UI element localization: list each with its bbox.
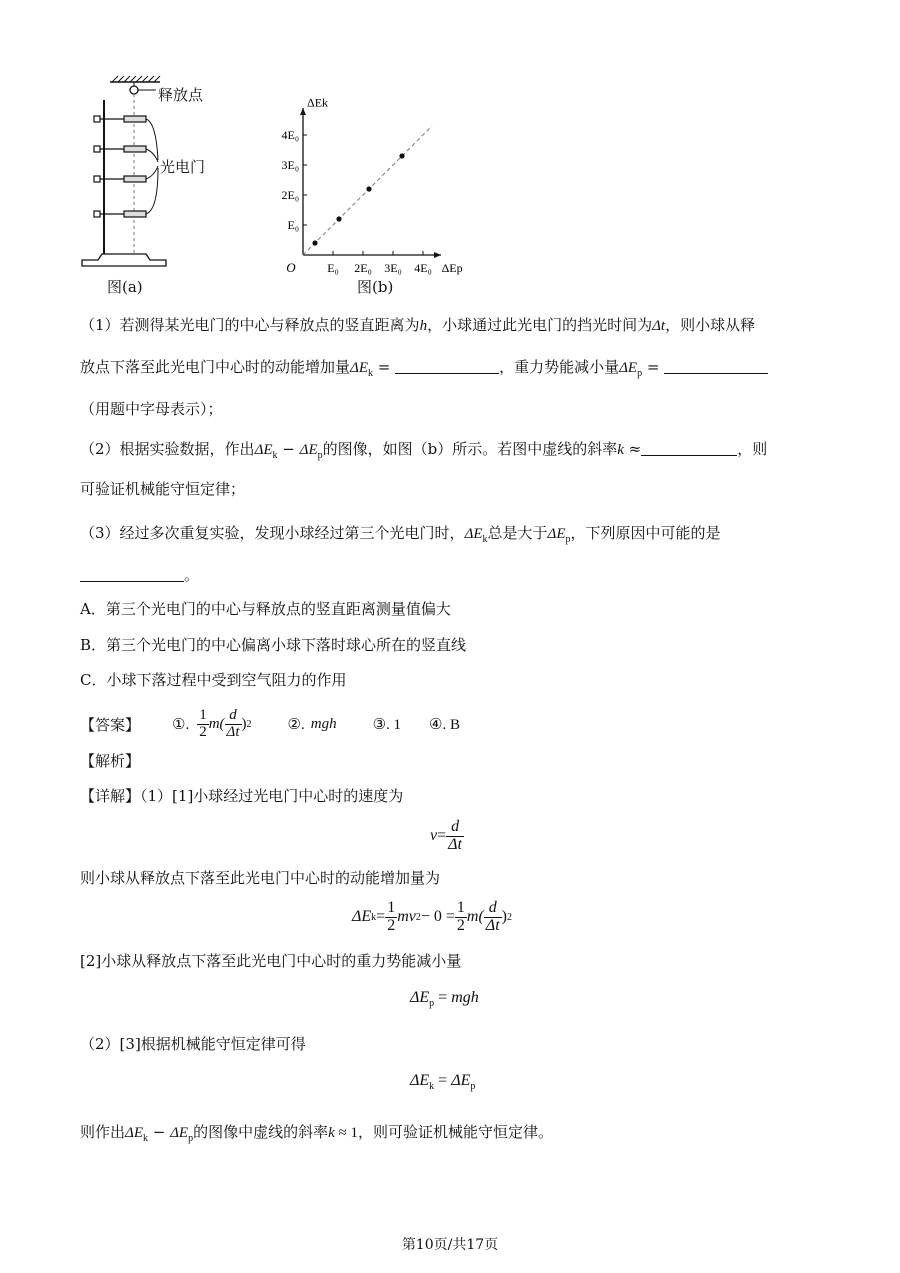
q2-line1: （2）根据实验数据，作出$\Delta E_k - \Delta E_p$的图像，如图（b）所示。若图中虚线的斜率k ≈ ，则 bbox=[80, 440, 768, 461]
y-axis-arrow-icon bbox=[300, 108, 306, 115]
answer-blank-4[interactable] bbox=[80, 567, 184, 582]
analysis-p3: [2]小球从释放点下落至此光电门中心时的重力势能减小量 bbox=[80, 952, 462, 970]
q1-line3: （用题中字母表示）； bbox=[80, 400, 223, 418]
data-point bbox=[336, 216, 341, 221]
release-point-label: 释放点 bbox=[158, 86, 204, 104]
x-tick-label: 3E₀ bbox=[384, 261, 402, 275]
analysis-p1: 【详解】（1）[1]小球经过光电门中心时的速度为 bbox=[80, 787, 404, 805]
option-c: C．小球下落过程中受到空气阻力的作用 bbox=[80, 671, 347, 689]
x-tick-label: E₀ bbox=[327, 261, 339, 275]
analysis-p2: 则小球从释放点下落至此光电门中心时的动能增加量为 bbox=[80, 869, 441, 887]
equation-velocity: v = $\frac{d}{\Delta t}$ bbox=[430, 817, 462, 853]
origin-label: O bbox=[286, 260, 296, 275]
answer-row: 【答案】 ①. $\frac{1}{2}$ m( $\frac{d}{\Delta t}$ ) 2 ②. mgh ③. 1 ④. B bbox=[80, 706, 460, 740]
y-axis-label: ΔEk bbox=[307, 95, 329, 110]
q1-line1: （1）若测得某光电门的中心与释放点的竖直距离为h，小球通过此光电门的挡光时间为Δt，则小球从释 bbox=[80, 316, 756, 334]
data-point bbox=[399, 153, 404, 158]
equation-potential: $\Delta E_p$ = mgh bbox=[410, 989, 479, 1009]
photogate-label: 光电门 bbox=[160, 158, 206, 176]
q3-line2: 。 bbox=[80, 564, 199, 585]
x-axis-label: ΔEp bbox=[441, 261, 463, 275]
x-axis-arrow-icon bbox=[434, 252, 441, 258]
ball-icon bbox=[130, 86, 138, 94]
answer-blank-3[interactable] bbox=[641, 441, 737, 456]
y-tick-label: 3E₀ bbox=[281, 158, 299, 172]
y-tick-label: E₀ bbox=[287, 218, 299, 232]
equation-conservation: $\Delta E_k = \Delta E_p$ bbox=[410, 1072, 476, 1092]
y-tick-label: 4E₀ bbox=[281, 128, 299, 142]
page-footer: 第10页/共17页 bbox=[401, 1237, 499, 1253]
option-a: A．第三个光电门的中心与释放点的竖直距离测量值偏大 bbox=[80, 600, 451, 618]
figure-b-caption: 图(b) bbox=[357, 278, 394, 296]
data-point bbox=[366, 186, 371, 191]
y-tick-label: 2E₀ bbox=[281, 188, 299, 202]
figure-a-caption: 图(a) bbox=[107, 278, 143, 296]
analysis-p5: 则作出$\Delta E_k - \Delta E_p$的图像中虚线的斜率k ≈ 1，则可验证机械能守恒定律。 bbox=[80, 1123, 553, 1144]
answer-blank-1[interactable] bbox=[395, 359, 499, 374]
q3-line1: （3）经过多次重复实验，发现小球经过第三个光电门时，$\Delta E_k$总是大于$\Delta E_p$，下列原因中可能的是 bbox=[80, 524, 721, 545]
x-tick-label: 2E₀ bbox=[354, 261, 372, 275]
x-tick-label: 4E₀ bbox=[414, 261, 432, 275]
figure-b-chart bbox=[270, 95, 470, 280]
equation-kinetic: ΔE k = $\frac{1}{2}$ mv 2 − 0 = $\frac{1}{2}$ m( $\frac{d}{\Delta t}$ ) 2 bbox=[352, 898, 512, 934]
analysis-label: 【解析】 bbox=[80, 752, 141, 770]
q2-line2: 可验证机械能守恒定律； bbox=[80, 480, 246, 498]
data-point bbox=[312, 240, 317, 245]
q1-line2: 放点下落至此光电门中心时的动能增加量$\Delta E_k$ = ，重力势能减小量$\Delta E_p$ = bbox=[80, 356, 768, 379]
option-b: B．第三个光电门的中心偏离小球下落时球心所在的竖直线 bbox=[80, 636, 467, 654]
answer-blank-2[interactable] bbox=[664, 359, 768, 374]
analysis-p4: （2）[3]根据机械能守恒定律可得 bbox=[80, 1035, 306, 1053]
